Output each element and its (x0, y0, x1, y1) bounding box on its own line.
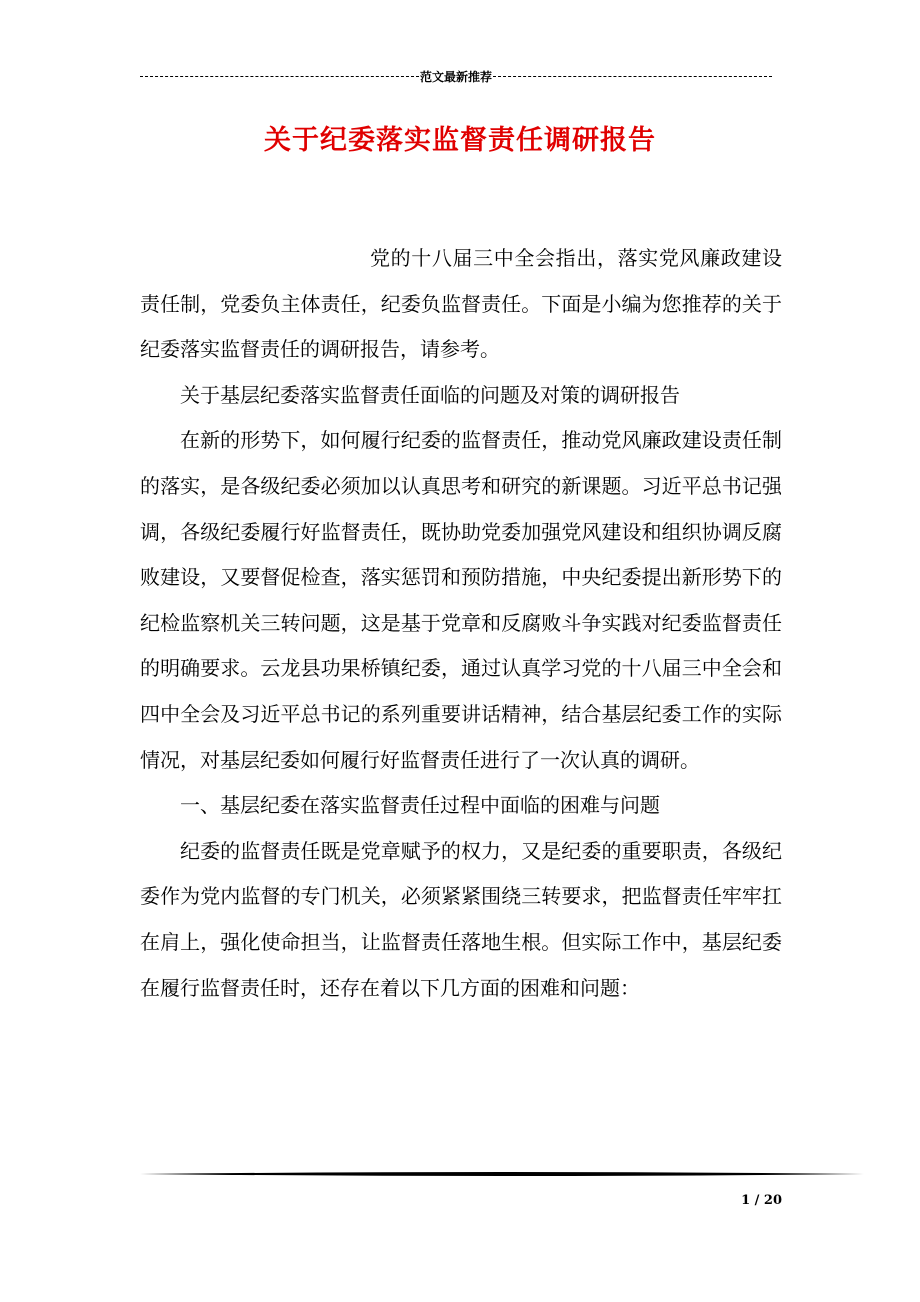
header-label: 范文最新推荐 (420, 69, 493, 84)
running-header (140, 66, 772, 86)
report-subtitle: 关于基层纪委落实监督责任面临的问题及对策的调研报告 (180, 382, 680, 407)
document-body (140, 236, 782, 1011)
body-paragraph: 在新的形势下，如何履行纪委的监督责任，推动党风廉政建设责任制的落实，是各级纪委必须加以认真思考和研究的新课题。习近平总书记强调，各级纪委履行好监督责任，既协助党委加强党风建设和组织协调反腐败建设，又要督促检查，落实惩罚和预防措施，中央纪委提出新形势下的纪检监察机关三转问题，这是基于党章和反腐败斗争实践对纪委监督责任的明确要求。云龙县功果桥镇纪委，通过认真学习党的十八届三中全会和四中全会及习近平总书记的系列重要讲话精神，结合基层纪委工作的实际情况，对基层纪委如何履行好监督责任进行了一次认真的调研。 (140, 428, 782, 772)
page-number: 1 / 20 (741, 1193, 782, 1208)
header-dash-right (493, 76, 772, 77)
document-title: 关于纪委落实监督责任调研报告 (264, 125, 656, 156)
footer-rule (140, 1170, 864, 1178)
body-paragraph: 纪委的监督责任既是党章赋予的权力，又是纪委的重要职责，各级纪委作为党内监督的专门机关，必须紧紧围绕三转要求，把监督责任牢牢扛在肩上，强化使命担当，让监督责任落地生根。但实际工作中，基层纪委在履行监督责任时，还存在着以下几方面的困难和问题： (140, 838, 782, 1000)
section-heading: 一、基层纪委在落实监督责任过程中面临的困难与问题 (180, 793, 660, 818)
intro-paragraph: 党的十八届三中全会指出，落实党风廉政建设责任制，党委负主体责任，纪委负监督责任。下面是小编为您推荐的关于纪委落实监督责任的调研报告，请参考。 (140, 246, 782, 362)
header-dash-left (140, 76, 419, 77)
